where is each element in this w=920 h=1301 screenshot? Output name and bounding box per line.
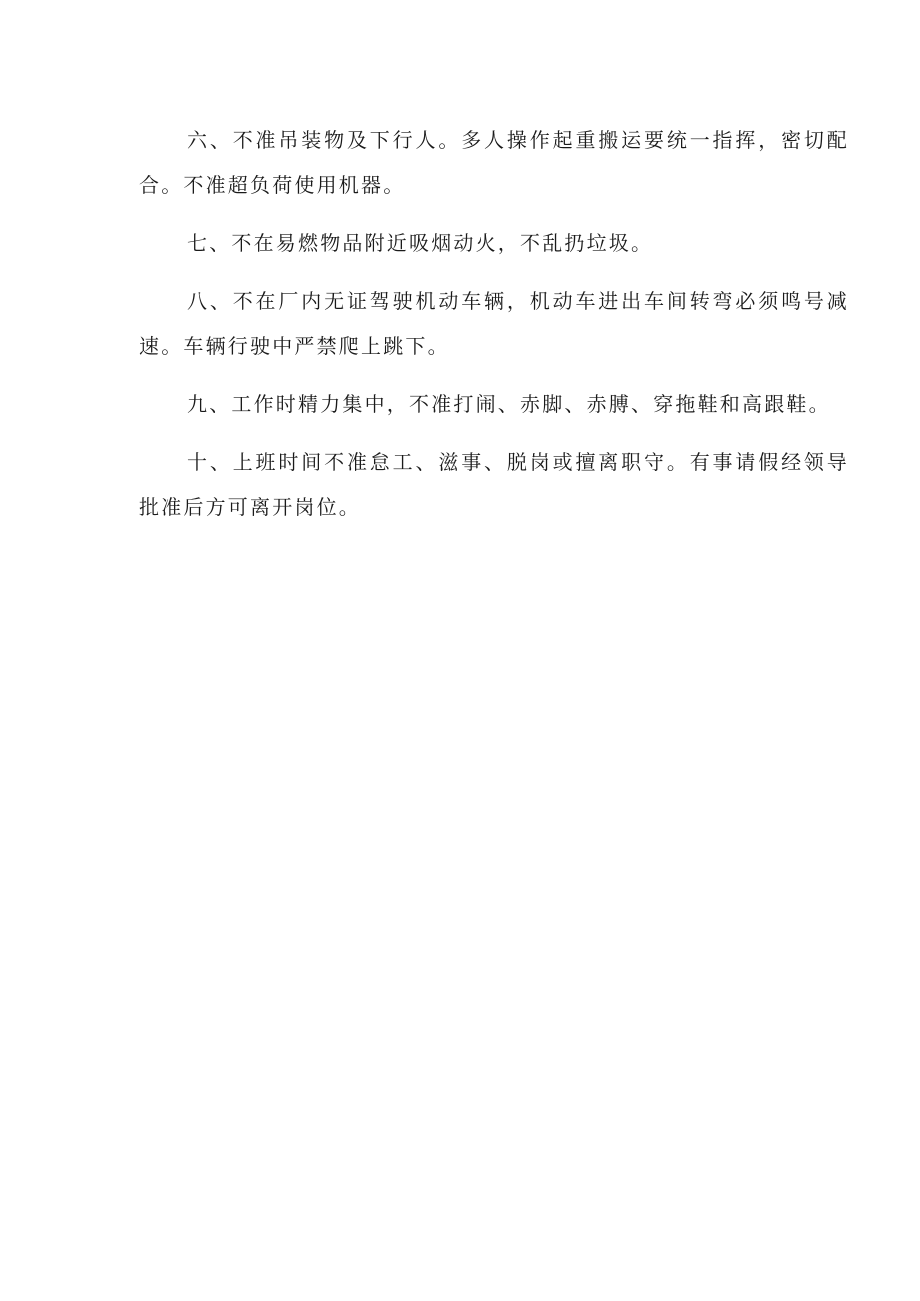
rule-paragraph-7: 七、不在易燃物品附近吸烟动火，不乱扔垃圾。 <box>187 231 654 255</box>
rule-paragraph-9: 九、工作时精力集中，不准打闹、赤脚、赤膊、穿拖鞋和高跟鞋。 <box>187 392 831 416</box>
document-body <box>139 118 849 543</box>
rule-paragraph-6: 六、不准吊装物及下行人。多人操作起重搬运要统一指挥，密切配合。不准超负荷使用机器。 <box>139 128 849 197</box>
rule-paragraph-10: 十、上班时间不准怠工、滋事、脱岗或擅离职守。有事请假经领导批准后方可离开岗位。 <box>139 450 849 519</box>
rule-paragraph-8: 八、不在厂内无证驾驶机动车辆，机动车进出车间转弯必须鸣号减速。车辆行驶中严禁爬上跳下。 <box>139 289 849 358</box>
